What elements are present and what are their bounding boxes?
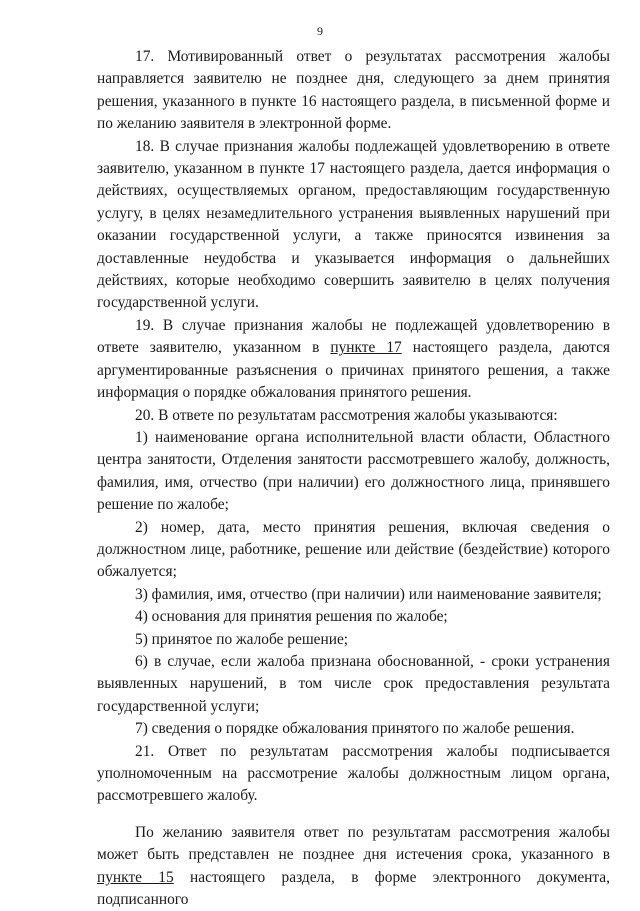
paragraph-17: 17. Мотивированный ответ о результатах рассмотрения жалобы направляется заявителю не позднее дня, следующего за днем принятия решения, указанного в пункте 16 настоящего раздела, в письменной форме и по желанию заявителя в электронной форме. (97, 48, 610, 133)
paragraph-18: 18. В случае признания жалобы подлежащей удовлетворению в ответе заявителю, указанном в пункте 17 настоящего раздела, дается информация о действиях, осуществляемых органом, предоставляющим государственную услугу, в целях незамедлительного устранения выявленных нарушений при оказании государственной услуги, а также приносятся извинения за доставленные неудобства и указывается информация о дальнейших действиях, которые необходимо совершить заявителю в целях получения государственной услуги. (97, 137, 610, 312)
document-body (97, 46, 610, 911)
paragraph-20-item-1: 1) наименование органа исполнительной власти области, Областного центра занятости, Отделения занятости рассмотревшего жалобу, должность, фамилия, имя, отчество (при наличии) его должностного лица, принявшего решение по жалобе; (97, 428, 610, 514)
paragraph-20-item-3: 3) фамилия, имя, отчество (при наличии) или наименование заявителя; (135, 585, 602, 603)
paragraph-electronic-answer (97, 822, 610, 911)
paragraph-20: 20. В ответе по результатам рассмотрения жалобы указываются: (135, 406, 558, 424)
paragraph-electronic-text-after: настоящего раздела, в форме электронного документа, подписанного (97, 868, 610, 909)
paragraph-20-item-4: 4) основания для принятия решения по жалобе; (135, 608, 448, 626)
paragraph-21: 21. Ответ по результатам рассмотрения жалобы подписывается уполномоченным на рассмотрение жалобы должностным лицом органа, рассмотревшего жалобу. (97, 742, 610, 805)
paragraph-20-item-2: 2) номер, дата, место принятия решения, включая сведения о должностном лице, работнике, решение или действие (бездействие) которого обжалуется; (97, 518, 610, 581)
paragraph-19-text-after: настоящего раздела, даются аргументированные разъяснения о причинах принятого решения, а также информация о порядке обжалования принятого решения. (97, 339, 610, 402)
paragraph-19 (97, 315, 610, 405)
paragraph-19-text-before: 19. В случае признания жалобы не подлежащей удовлетворению в ответе заявителю, указанном в (97, 316, 610, 357)
link-punkt-15[interactable]: пункте 15 (97, 868, 174, 886)
paragraph-20-item-5: 5) принятое по жалобе решение; (135, 630, 349, 648)
paragraph-20-item-6: 6) в случае, если жалоба признана обоснованной, - сроки устранения выявленных нарушений, в том числе срок предоставления результата государственной услуги; (97, 652, 610, 715)
page-number: 9 (317, 24, 323, 38)
paragraph-20-item-7: 7) сведения о порядке обжалования принятого по жалобе решения. (135, 720, 575, 738)
link-punkt-17[interactable]: пункте 17 (330, 339, 402, 357)
paragraph-electronic-text-before: По желанию заявителя ответ по результатам рассмотрения жалобы может быть представлен не позднее дня истечения срока, указанного в (97, 823, 610, 864)
